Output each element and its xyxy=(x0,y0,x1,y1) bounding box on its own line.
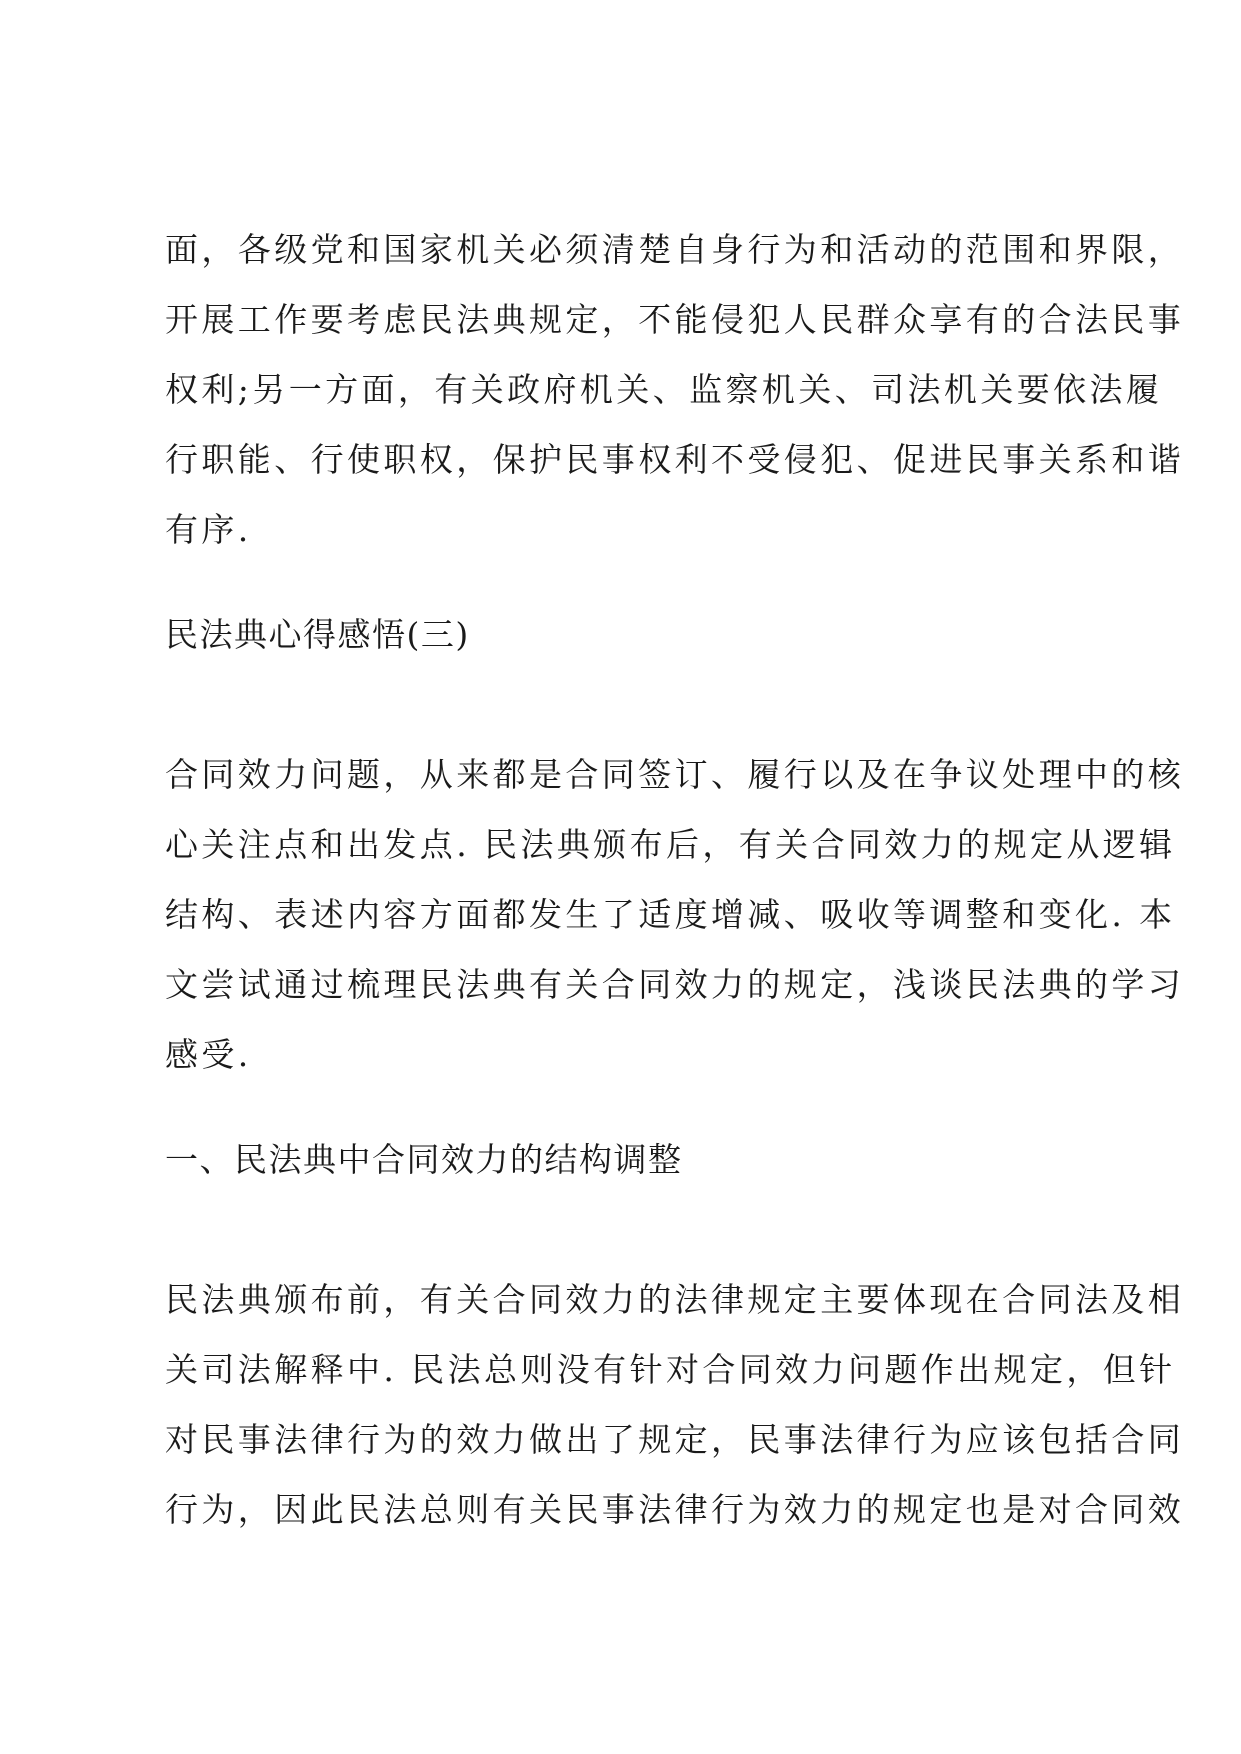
paragraph-line: 结构、表述内容方面都发生了适度增减、吸收等调整和变化. 本 xyxy=(165,895,1176,934)
paragraph-line: 感受. xyxy=(165,1035,252,1074)
section-title: 民法典心得感悟(三) xyxy=(165,615,470,654)
paragraph-line: 权利;另一方面，有关政府机关、监察机关、司法机关要依法履 xyxy=(165,370,1163,409)
paragraph-3 xyxy=(165,1265,1185,1545)
section-title-block xyxy=(165,600,1095,670)
paragraph-line: 文尝试通过梳理民法典有关合同效力的规定，浅谈民法典的学习 xyxy=(165,965,1185,1004)
paragraph-line: 行职能、行使职权，保护民事权利不受侵犯、促进民事关系和谐 xyxy=(165,440,1185,479)
paragraph-line: 心关注点和出发点. 民法典颁布后，有关合同效力的规定从逻辑 xyxy=(165,825,1176,864)
subheading: 一、民法典中合同效力的结构调整 xyxy=(165,1140,683,1179)
paragraph-line: 民法典颁布前，有关合同效力的法律规定主要体现在合同法及相 xyxy=(165,1280,1185,1319)
paragraph-2 xyxy=(165,740,1185,1090)
subheading-block xyxy=(165,1125,1095,1195)
paragraph-line: 合同效力问题，从来都是合同签订、履行以及在争议处理中的核 xyxy=(165,755,1185,794)
paragraph-line: 行为，因此民法总则有关民事法律行为效力的规定也是对合同效 xyxy=(165,1490,1185,1529)
paragraph-line: 开展工作要考虑民法典规定，不能侵犯人民群众享有的合法民事 xyxy=(165,300,1185,339)
paragraph-line: 关司法解释中. 民法总则没有针对合同效力问题作出规定，但针 xyxy=(165,1350,1176,1389)
paragraph-line: 面，各级党和国家机关必须清楚自身行为和活动的范围和界限， xyxy=(165,230,1185,269)
paragraph-line: 对民事法律行为的效力做出了规定，民事法律行为应该包括合同 xyxy=(165,1420,1185,1459)
paragraph-line: 有序. xyxy=(165,510,252,549)
paragraph-1 xyxy=(165,215,1185,565)
